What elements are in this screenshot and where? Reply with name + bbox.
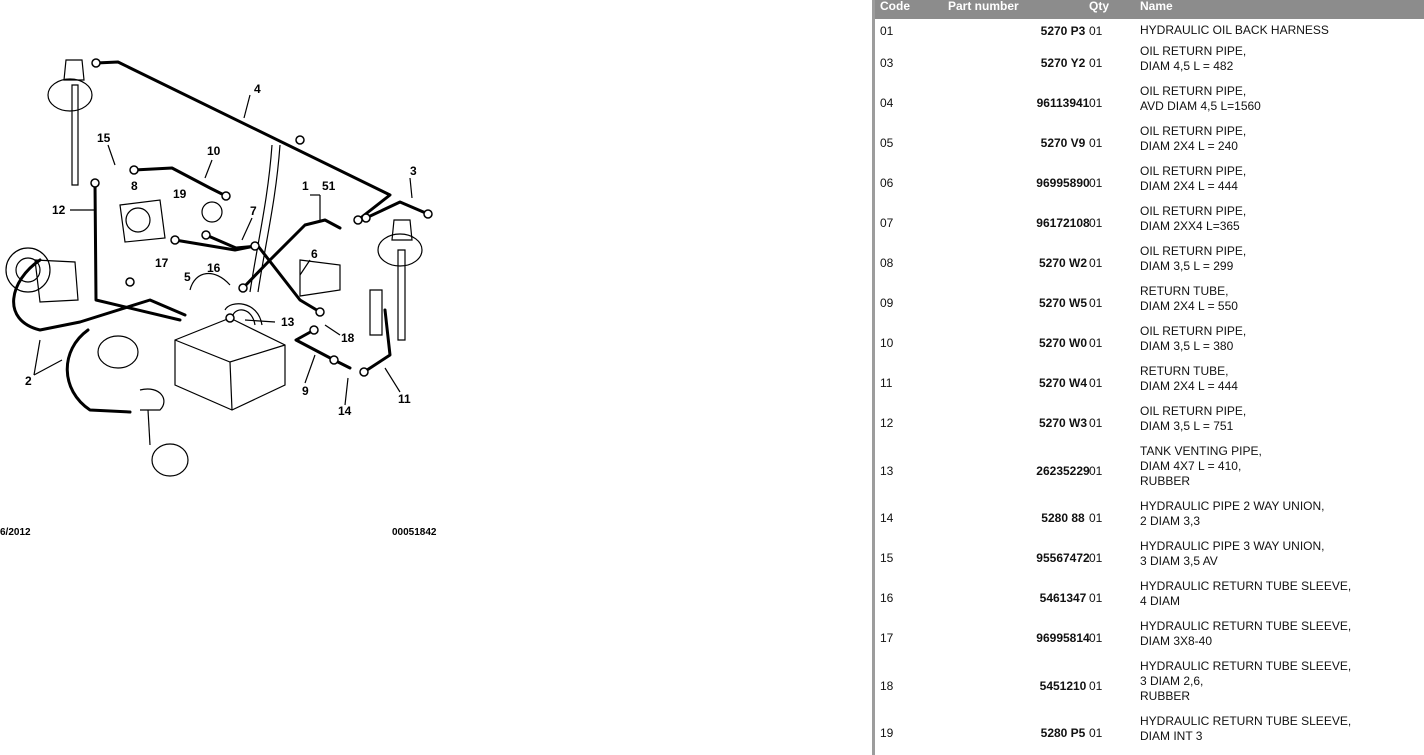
table-row[interactable] [875,618,1424,658]
cell-code: 04 [880,96,894,110]
cell-part-number: 5270 Y2 [1040,56,1086,70]
cell-qty: 01 [1089,24,1103,38]
parts-table-body [875,19,1424,753]
cell-name-line: DIAM INT 3 [1140,729,1203,743]
cell-qty: 01 [1089,376,1103,390]
cell-name-line: DIAM 4,5 L = 482 [1140,59,1234,73]
cell-part-number: 5270 V9 [1040,136,1086,150]
table-row[interactable] [875,538,1424,578]
cell-name-line: DIAM 3,5 L = 380 [1140,339,1234,353]
cell-code: 01 [880,24,894,38]
cell-name-line: OIL RETURN PIPE, [1140,84,1247,98]
cell-code: 08 [880,256,894,270]
cell-name-line: HYDRAULIC RETURN TUBE SLEEVE, [1140,619,1352,633]
cell-code: 05 [880,136,894,150]
table-row[interactable] [875,163,1424,203]
callout-label: 17 [155,256,169,270]
callout-label: 51 [322,179,336,193]
cell-name-line: 3 DIAM 3,5 AV [1140,554,1218,568]
callout-label: 2 [25,374,32,388]
cell-code: 13 [880,464,894,478]
cell-name-line: RETURN TUBE, [1140,284,1229,298]
cell-qty: 01 [1089,679,1103,693]
parts-list-pane [875,0,1424,755]
cell-name [1140,204,1246,234]
cell-part-number: 5280 P5 [1040,726,1086,740]
cell-name [1140,324,1246,354]
cell-code: 07 [880,216,894,230]
cell-name-line: 4 DIAM [1140,594,1181,608]
cell-part-number: 5270 W2 [1038,256,1088,270]
callout-label: 8 [131,179,138,193]
cell-name-line: 2 DIAM 3,3 [1140,514,1201,528]
cell-name [1140,404,1246,434]
cell-part-number: 5270 W3 [1038,416,1088,430]
cell-name [1140,619,1351,649]
cell-code: 19 [880,726,894,740]
pipe-11 [364,310,390,372]
table-row[interactable] [875,658,1424,713]
column-header-name[interactable]: Name [1140,0,1173,13]
cell-name [1140,364,1238,394]
cell-name [1140,284,1238,314]
cell-name-line: 3 DIAM 2,6, [1140,674,1204,688]
cell-name-line: DIAM 3,5 L = 299 [1140,259,1234,273]
column-header-code[interactable]: Code [880,0,910,13]
cell-qty: 01 [1089,511,1103,525]
cell-name [1140,659,1351,704]
callout-label: 13 [281,315,295,329]
table-row[interactable] [875,498,1424,538]
cell-qty: 01 [1089,96,1103,110]
cell-name [1140,444,1262,489]
cell-name-line: HYDRAULIC PIPE 2 WAY UNION, [1140,499,1325,513]
table-row[interactable] [875,323,1424,363]
cell-qty: 01 [1089,551,1103,565]
cell-code: 12 [880,416,894,430]
cell-code: 14 [880,511,894,525]
cell-part-number: 5270 W0 [1038,336,1088,350]
table-row[interactable] [875,243,1424,283]
table-row[interactable] [875,43,1424,83]
cell-part-number: 5270 W5 [1038,296,1088,310]
callout-label: 4 [254,82,261,96]
table-row[interactable] [875,83,1424,123]
cell-name-line: HYDRAULIC RETURN TUBE SLEEVE, [1140,659,1352,673]
cell-code: 18 [880,679,894,693]
cell-name-line: DIAM 2X4 L = 550 [1140,299,1238,313]
cell-name-line: OIL RETURN PIPE, [1140,164,1247,178]
cell-name [1140,244,1246,274]
column-header-qty[interactable]: Qty [1089,0,1110,13]
callout-label: 6 [311,247,318,261]
cell-qty: 01 [1089,464,1103,478]
table-row[interactable] [875,123,1424,163]
table-row[interactable] [875,283,1424,323]
cell-name [1140,579,1351,609]
cell-code: 15 [880,551,894,565]
cell-name-line: DIAM 2XX4 L=365 [1140,219,1240,233]
cell-name-line: DIAM 3,5 L = 751 [1140,419,1234,433]
callout-label: 19 [173,187,187,201]
cell-part-number: 96172108 [1036,216,1090,230]
callout-label: 9 [302,384,309,398]
callout-label: 15 [97,131,111,145]
cell-qty: 01 [1089,296,1103,310]
hydraulic-return-diagram [0,0,872,560]
cell-name [1140,539,1324,569]
cell-code: 10 [880,336,894,350]
table-row[interactable] [875,443,1424,498]
cell-code: 11 [880,376,893,390]
cell-code: 03 [880,56,894,70]
cell-qty: 01 [1089,176,1103,190]
cell-name-line: DIAM 2X4 L = 444 [1140,379,1238,393]
cell-name-line: HYDRAULIC RETURN TUBE SLEEVE, [1140,714,1352,728]
cell-part-number: 96995814 [1036,631,1090,645]
callout-label: 18 [341,331,355,345]
cell-qty: 01 [1089,591,1103,605]
cell-name-line: DIAM 3X8-40 [1140,634,1213,648]
cell-name-line: RUBBER [1140,474,1191,488]
cell-part-number: 95567472 [1036,551,1090,565]
cell-qty: 01 [1089,216,1103,230]
cell-name-line: RETURN TUBE, [1140,364,1229,378]
table-row[interactable] [875,363,1424,403]
cell-name-line: HYDRAULIC OIL BACK HARNESS [1140,23,1329,37]
parts-table-header [875,0,1424,19]
cell-name-line: HYDRAULIC RETURN TUBE SLEEVE, [1140,579,1352,593]
pipe-04 [96,62,390,220]
cell-name-line: DIAM 2X4 L = 444 [1140,179,1238,193]
pipe-03 [366,202,428,218]
callout-label: 11 [398,392,411,406]
table-row[interactable] [875,403,1424,443]
cell-qty: 01 [1089,336,1103,350]
cell-name [1140,44,1246,74]
diagram-reference-number: 00051842 [392,527,437,538]
cell-name [1140,164,1246,194]
callout-label: 3 [410,164,417,178]
cell-part-number: 96995890 [1036,176,1090,190]
callout-label: 16 [207,261,221,275]
cell-part-number: 5270 W4 [1038,376,1088,390]
callout-label: 5 [184,270,191,284]
cell-qty: 01 [1089,56,1103,70]
callout-label: 7 [250,204,257,218]
table-row[interactable] [875,713,1424,753]
cell-name-line: OIL RETURN PIPE, [1140,124,1247,138]
table-row[interactable] [875,578,1424,618]
cell-part-number: 5461347 [1039,591,1087,605]
cell-part-number: 5270 P3 [1040,24,1086,38]
cell-name-line: RUBBER [1140,689,1191,703]
cell-name-line: AVD DIAM 4,5 L=1560 [1140,99,1261,113]
callout-label: 1 [302,179,309,193]
cell-code: 16 [880,591,894,605]
cell-name [1140,714,1351,744]
cell-part-number: 96113941 [1036,96,1090,110]
pipe-12 [95,183,180,320]
cell-part-number: 5280 88 [1041,511,1085,525]
table-row[interactable] [875,203,1424,243]
callout-label: 12 [52,203,66,217]
cell-name-line: HYDRAULIC PIPE 3 WAY UNION, [1140,539,1325,553]
cell-qty: 01 [1089,631,1103,645]
cell-qty: 01 [1089,726,1103,740]
cell-name-line: DIAM 4X7 L = 410, [1140,459,1242,473]
callout-label: 10 [207,144,221,158]
cell-name-line: OIL RETURN PIPE, [1140,244,1247,258]
cell-name-line: OIL RETURN PIPE, [1140,44,1247,58]
cell-qty: 01 [1089,256,1103,270]
cell-name-line: OIL RETURN PIPE, [1140,404,1247,418]
cell-code: 06 [880,176,894,190]
cell-name-line: OIL RETURN PIPE, [1140,204,1247,218]
pipe-06 [243,220,340,288]
cell-part-number: 5451210 [1039,679,1087,693]
cell-name-line: OIL RETURN PIPE, [1140,324,1247,338]
cell-name [1140,124,1246,154]
cell-name-line: DIAM 2X4 L = 240 [1140,139,1238,153]
cell-name [1140,499,1324,529]
cell-qty: 01 [1089,416,1103,430]
cell-code: 17 [880,631,894,645]
table-row[interactable] [875,19,1424,43]
column-header-part-number[interactable]: Part number [948,0,1019,13]
cell-name [1140,84,1261,114]
cell-code: 09 [880,296,894,310]
cell-name [1140,23,1329,38]
callout-label: 14 [338,404,352,418]
cell-name-line: TANK VENTING PIPE, [1140,444,1262,458]
cell-qty: 01 [1089,136,1103,150]
diagram-date: 6/2012 [0,527,31,538]
cell-part-number: 26235229 [1036,464,1090,478]
